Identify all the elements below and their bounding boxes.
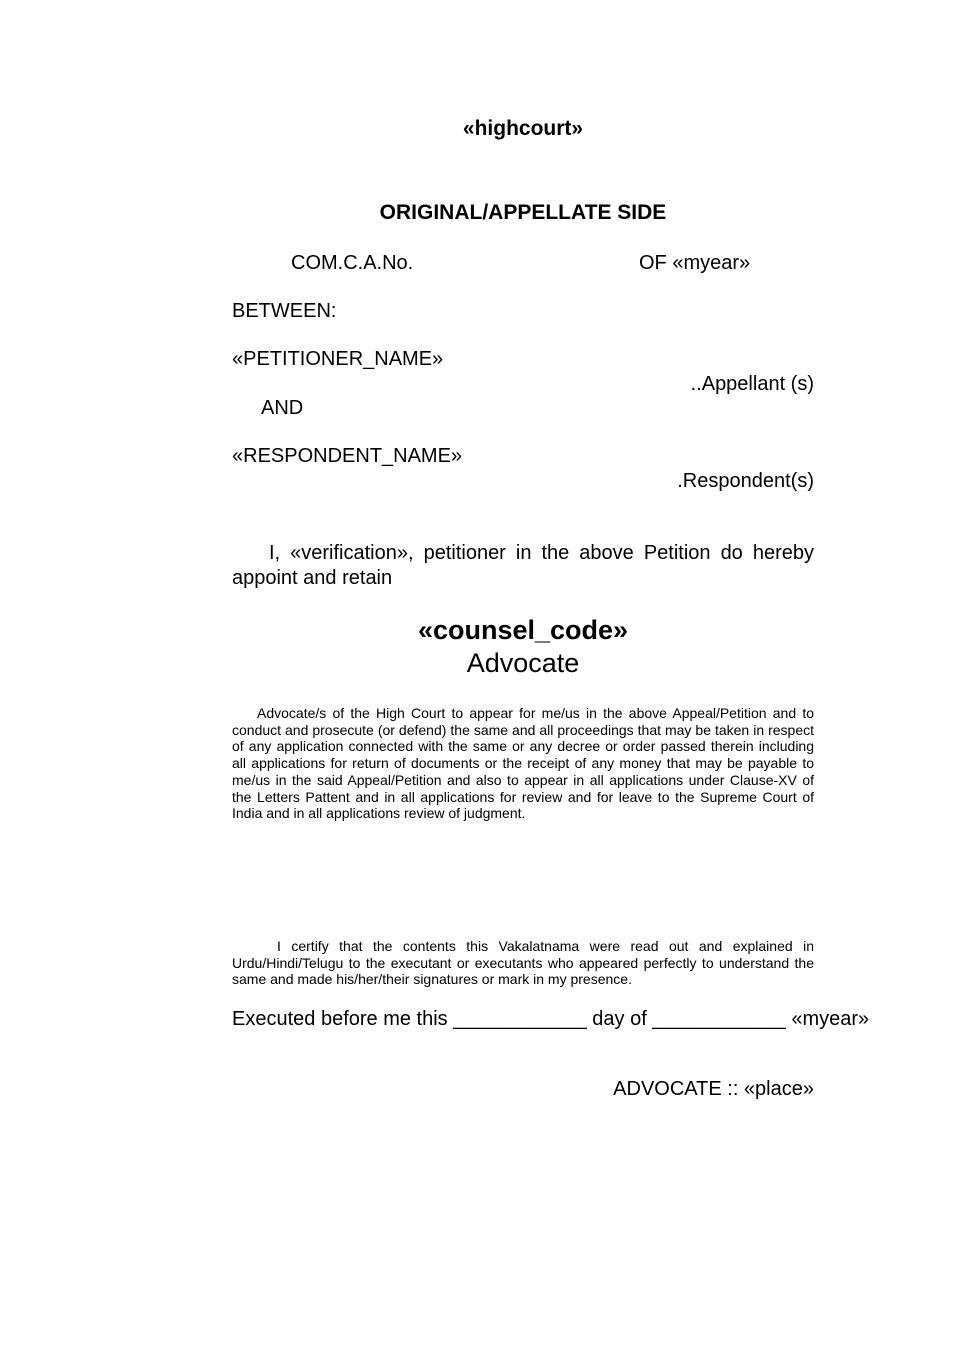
counsel-code: «counsel_code» xyxy=(417,615,629,645)
petitioner-name: «PETITIONER_NAME» xyxy=(232,348,444,370)
side-title: ORIGINAL/APPELLATE SIDE xyxy=(379,201,667,224)
executed-before-line: Executed before me this ____________ day of ____________ «myear» xyxy=(232,1008,870,1030)
advocate-label: Advocate xyxy=(466,648,580,678)
highcourt-title: «highcourt» xyxy=(462,117,584,140)
case-year: OF «myear» xyxy=(639,252,751,274)
respondent-name: «RESPONDENT_NAME» xyxy=(232,445,463,467)
respondent-role: .Respondent(s) xyxy=(677,470,814,492)
case-number-label: COM.C.A.No. xyxy=(291,252,414,274)
appellant-role: ..Appellant (s) xyxy=(690,373,814,395)
advocate-signature-line: ADVOCATE :: «place» xyxy=(613,1078,814,1100)
authority-paragraph: Advocate/s of the High Court to appear for me/us in the above Appeal/Petition and to conduct and prosecute (or defend) the same and all proceedings that may be taken in respect of any application connected with the same or any decree or order passed therein including all applications for return of documents or the receipt of any money that may be payable to me/us in the said Appeal/Petition and also to appear in all applications under Clause-XV of the Letters Pattent and in all applications for review and for leave to the Supreme Court of India and in all applications review of judgment. xyxy=(232,705,814,822)
and-label: AND xyxy=(261,397,304,419)
between-label: BETWEEN: xyxy=(232,300,337,322)
certification-paragraph: I certify that the contents this Vakalatnama were read out and explained in Urdu/Hindi/Telugu to the executant or executants who appeared perfectly to understand the same and made his/her/their signatures or mark in my presence. xyxy=(232,938,814,988)
appointment-paragraph: I, «verification», petitioner in the above Petition do hereby appoint and retain xyxy=(232,542,814,589)
